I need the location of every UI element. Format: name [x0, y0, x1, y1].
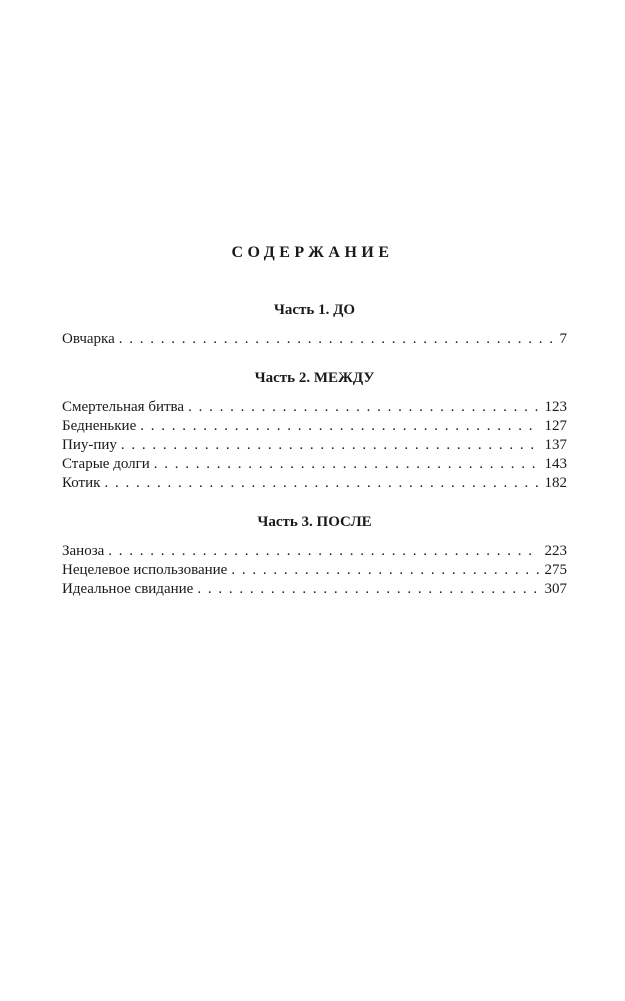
- entry-title: Идеальное свидание: [62, 581, 194, 597]
- part-heading: Часть 3. ПОСЛЕ: [257, 514, 372, 530]
- entry-page-number: 275: [544, 562, 567, 578]
- dot-leader: [108, 542, 538, 561]
- dot-leader: [231, 561, 538, 580]
- entry-title: Котик: [62, 475, 101, 491]
- entry-page-number: 143: [544, 456, 567, 472]
- part-entries: [62, 398, 567, 493]
- entry-title: Овчарка: [62, 331, 115, 347]
- toc-entry[interactable]: [62, 474, 567, 493]
- dot-leader: [104, 474, 538, 493]
- toc-entry[interactable]: [62, 436, 567, 455]
- dot-leader: [188, 398, 538, 417]
- toc-entry[interactable]: [62, 417, 567, 436]
- entry-page-number: 123: [544, 399, 567, 415]
- entry-title: Старые долги: [62, 456, 150, 472]
- dot-leader: [119, 330, 554, 349]
- entry-page-number: 137: [544, 437, 567, 453]
- part-3: [62, 512, 567, 599]
- part-1: [62, 300, 567, 349]
- toc-title: СОДЕРЖАНИЕ: [231, 244, 394, 261]
- toc-entry[interactable]: [62, 580, 567, 599]
- part-entries: [62, 330, 567, 349]
- entry-page-number: 223: [544, 543, 567, 559]
- entry-page-number: 7: [559, 331, 567, 347]
- entry-page-number: 182: [544, 475, 567, 491]
- part-heading: Часть 2. МЕЖДУ: [254, 370, 375, 386]
- part-2: [62, 368, 567, 493]
- entry-title: Нецелевое использование: [62, 562, 228, 578]
- dot-leader: [140, 417, 538, 436]
- entry-title: Пиу-пиу: [62, 437, 117, 453]
- dot-leader: [121, 436, 539, 455]
- entry-title: Бедненькие: [62, 418, 137, 434]
- entry-page-number: 127: [544, 418, 567, 434]
- part-heading: Часть 1. ДО: [273, 302, 356, 318]
- entry-title: Заноза: [62, 543, 105, 559]
- toc-entry[interactable]: [62, 398, 567, 417]
- toc-entry[interactable]: [62, 455, 567, 474]
- part-entries: [62, 542, 567, 599]
- table-of-contents: [62, 300, 567, 618]
- toc-entry[interactable]: [62, 542, 567, 561]
- entry-page-number: 307: [544, 581, 567, 597]
- toc-entry[interactable]: [62, 330, 567, 349]
- dot-leader: [154, 455, 539, 474]
- toc-entry[interactable]: [62, 561, 567, 580]
- dot-leader: [197, 580, 538, 599]
- entry-title: Смертельная битва: [62, 399, 185, 415]
